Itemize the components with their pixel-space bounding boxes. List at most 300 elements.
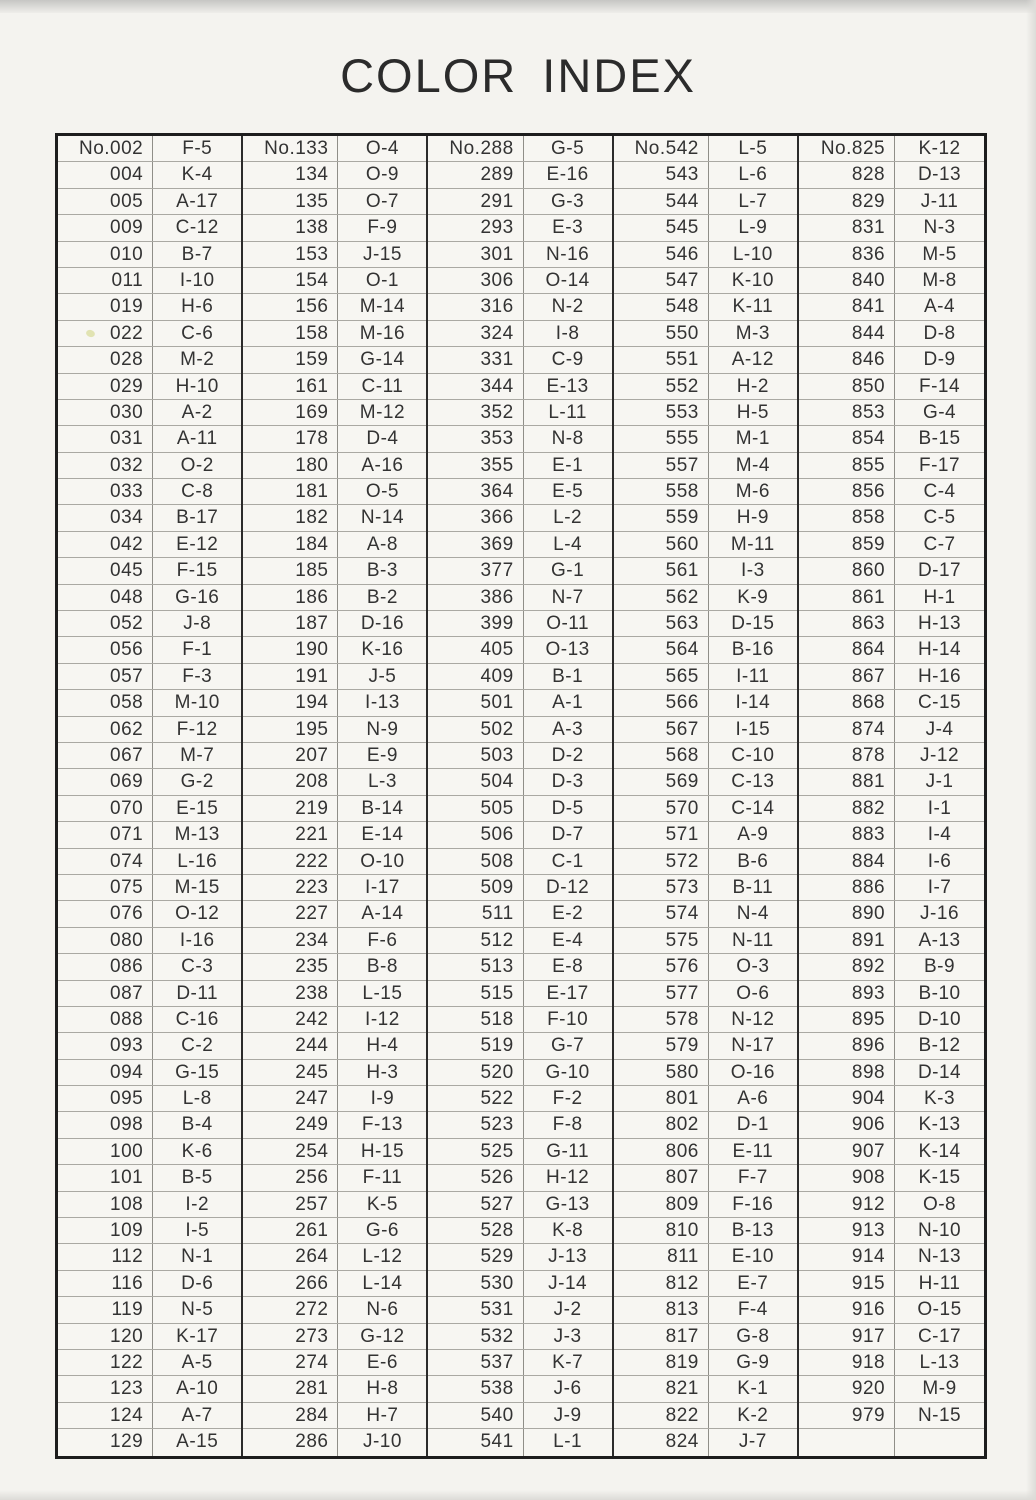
color-number-cell: 098 xyxy=(58,1112,153,1137)
color-number-cell: 264 xyxy=(243,1244,338,1269)
table-row xyxy=(58,189,241,215)
table-row xyxy=(58,1244,241,1270)
color-number-cell: 840 xyxy=(799,268,895,293)
color-code-cell: L-12 xyxy=(362,1246,403,1268)
color-code-cell: M-16 xyxy=(359,322,406,344)
color-number-cell: 249 xyxy=(243,1112,338,1137)
table-row xyxy=(428,664,611,690)
color-code-cell: C-14 xyxy=(731,797,775,819)
table-row xyxy=(428,1086,611,1112)
color-number-cell: 159 xyxy=(243,347,338,372)
color-number-cell: 809 xyxy=(614,1192,709,1217)
table-row xyxy=(799,690,984,716)
color-code-cell: J-11 xyxy=(920,190,959,212)
table-row xyxy=(428,1060,611,1086)
color-number-cell: 034 xyxy=(58,505,153,530)
color-code-cell: M-5 xyxy=(922,243,957,265)
color-number-cell: 266 xyxy=(243,1271,338,1296)
table-row xyxy=(243,637,426,663)
table-row xyxy=(58,1086,241,1112)
table-row xyxy=(799,426,984,452)
color-code-cell: N-7 xyxy=(551,586,584,608)
color-number-cell: 541 xyxy=(428,1429,523,1455)
color-code-cell: F-15 xyxy=(176,560,218,582)
table-row xyxy=(58,426,241,452)
table-row xyxy=(799,611,984,637)
color-number-cell: 547 xyxy=(614,268,709,293)
color-code-cell: C-7 xyxy=(923,533,956,555)
color-number-cell: 543 xyxy=(614,162,709,187)
color-number-cell: 095 xyxy=(58,1086,153,1111)
color-code-cell: L-8 xyxy=(182,1088,212,1110)
color-code-cell: J-3 xyxy=(553,1325,582,1347)
color-code-cell: L-2 xyxy=(553,507,583,529)
table-row xyxy=(428,1112,611,1138)
color-number-cell: 156 xyxy=(243,294,338,319)
table-row xyxy=(614,426,797,452)
table-row xyxy=(243,796,426,822)
table-row xyxy=(428,743,611,769)
table-row xyxy=(614,1324,797,1350)
color-code-cell: O-10 xyxy=(360,850,405,872)
table-row xyxy=(428,294,611,320)
color-number-cell: 537 xyxy=(428,1350,523,1375)
color-number-cell: 545 xyxy=(614,215,709,240)
color-code-cell: L-15 xyxy=(362,982,403,1004)
color-number-cell: 854 xyxy=(799,426,895,451)
color-code-cell: C-5 xyxy=(923,507,956,529)
color-code-cell: G-13 xyxy=(545,1193,590,1215)
table-row xyxy=(614,664,797,690)
table-row xyxy=(799,1218,984,1244)
color-code-cell: K-14 xyxy=(918,1140,961,1162)
scan-edge-top xyxy=(0,0,1036,13)
color-number-cell: 918 xyxy=(799,1350,895,1375)
color-code-cell: H-7 xyxy=(366,1404,399,1426)
color-code-cell: K-8 xyxy=(552,1220,584,1242)
table-row xyxy=(799,1033,984,1059)
color-code-cell: M-12 xyxy=(359,401,406,423)
color-code-cell: D-6 xyxy=(181,1272,214,1294)
table-row xyxy=(243,1297,426,1323)
table-row xyxy=(614,215,797,241)
color-number-cell: 979 xyxy=(799,1403,895,1428)
color-code-cell: N-13 xyxy=(917,1246,962,1268)
table-row xyxy=(614,162,797,188)
color-code-cell: I-8 xyxy=(555,322,580,344)
color-number-cell: 570 xyxy=(614,796,709,821)
table-row xyxy=(243,769,426,795)
color-code-cell: J-7 xyxy=(738,1431,767,1453)
color-number-cell: 011 xyxy=(58,268,153,293)
color-code-cell: H-11 xyxy=(918,1272,961,1294)
color-number-cell: 548 xyxy=(614,294,709,319)
table-row xyxy=(614,453,797,479)
table-row xyxy=(58,849,241,875)
table-row xyxy=(799,769,984,795)
color-code-cell: F-10 xyxy=(547,1008,589,1030)
color-number-cell: 553 xyxy=(614,400,709,425)
color-code-cell: E-3 xyxy=(552,217,584,239)
table-row xyxy=(428,1324,611,1350)
color-number-cell: 855 xyxy=(799,453,895,478)
color-code-cell: G-1 xyxy=(551,560,585,582)
table-row xyxy=(243,664,426,690)
color-code-cell: D-15 xyxy=(731,613,775,635)
color-code-cell: L-5 xyxy=(738,138,768,159)
table-row xyxy=(58,743,241,769)
color-code-cell: O-16 xyxy=(730,1061,775,1083)
table-row xyxy=(428,717,611,743)
color-code-cell: D-11 xyxy=(176,982,219,1004)
color-number-cell: 878 xyxy=(799,743,895,768)
table-row xyxy=(58,875,241,901)
color-code-cell: H-5 xyxy=(736,401,769,423)
color-number-cell: 567 xyxy=(614,717,709,742)
table-row xyxy=(58,796,241,822)
table-row xyxy=(614,400,797,426)
table-row xyxy=(243,849,426,875)
color-number-cell: 513 xyxy=(428,954,523,979)
color-number-cell: 056 xyxy=(58,637,153,662)
table-row xyxy=(58,1192,241,1218)
table-row xyxy=(799,875,984,901)
color-number-cell: 884 xyxy=(799,849,895,874)
color-number-cell: 908 xyxy=(799,1165,895,1190)
table-row xyxy=(799,479,984,505)
color-number-cell: 509 xyxy=(428,875,523,900)
table-row xyxy=(428,981,611,1007)
color-number-cell: 184 xyxy=(243,532,338,557)
table-row xyxy=(428,1376,611,1402)
color-code-cell: A-6 xyxy=(737,1088,769,1110)
color-code-cell: N-6 xyxy=(366,1299,399,1321)
color-number-cell: 529 xyxy=(428,1244,523,1269)
index-column-group xyxy=(614,136,799,1456)
color-number-cell: 178 xyxy=(243,426,338,451)
color-number-cell: 907 xyxy=(799,1139,895,1164)
color-code-cell: N-5 xyxy=(181,1299,214,1321)
color-number-cell: 109 xyxy=(58,1218,153,1243)
color-number-cell: 522 xyxy=(428,1086,523,1111)
color-code-cell: L-11 xyxy=(548,401,587,423)
table-row xyxy=(428,585,611,611)
color-number-cell: 071 xyxy=(58,822,153,847)
color-code-cell: J-1 xyxy=(925,771,954,793)
color-code-cell: G-3 xyxy=(551,190,585,212)
color-code-cell: J-6 xyxy=(553,1378,582,1400)
table-row xyxy=(799,1350,984,1376)
color-number-cell: 281 xyxy=(243,1376,338,1401)
color-number-cell: 158 xyxy=(243,321,338,346)
table-row xyxy=(243,717,426,743)
color-number-cell: 075 xyxy=(58,875,153,900)
color-code-cell: B-17 xyxy=(176,507,219,529)
color-number-cell: 244 xyxy=(243,1033,338,1058)
table-row xyxy=(243,1218,426,1244)
table-row xyxy=(58,1403,241,1429)
table-row xyxy=(428,162,611,188)
color-code-cell: F-6 xyxy=(367,929,398,951)
color-code-cell: A-11 xyxy=(176,428,218,450)
table-row xyxy=(799,664,984,690)
table-row xyxy=(58,1324,241,1350)
color-number-cell: 557 xyxy=(614,453,709,478)
color-number-cell: 568 xyxy=(614,743,709,768)
table-row xyxy=(243,1244,426,1270)
color-code-cell: A-2 xyxy=(181,401,213,423)
table-row xyxy=(58,1112,241,1138)
table-row xyxy=(58,664,241,690)
color-number-cell: 811 xyxy=(614,1244,709,1269)
color-code-cell: D-8 xyxy=(923,322,956,344)
table-row xyxy=(428,901,611,927)
table-row xyxy=(614,347,797,373)
color-number-cell: 546 xyxy=(614,242,709,267)
table-row xyxy=(428,532,611,558)
table-row xyxy=(799,189,984,215)
table-row xyxy=(243,1086,426,1112)
color-number-cell: 550 xyxy=(614,321,709,346)
color-code-cell: F-11 xyxy=(362,1167,403,1189)
color-number-cell: 291 xyxy=(428,189,523,214)
color-number-cell: 505 xyxy=(428,796,523,821)
color-code-cell: I-16 xyxy=(179,929,215,951)
color-code-cell: O-3 xyxy=(736,956,770,978)
color-number-cell: 512 xyxy=(428,928,523,953)
color-code-cell: I-11 xyxy=(736,665,770,687)
color-code-cell: L-13 xyxy=(919,1351,960,1373)
table-row xyxy=(58,268,241,294)
color-index-table xyxy=(55,133,987,1459)
table-row xyxy=(428,321,611,347)
color-number-cell: 882 xyxy=(799,796,895,821)
color-number-cell: 134 xyxy=(243,162,338,187)
color-code-cell: K-6 xyxy=(181,1140,213,1162)
table-row xyxy=(799,1192,984,1218)
table-row xyxy=(799,215,984,241)
color-code-cell: E-7 xyxy=(737,1272,769,1294)
table-row xyxy=(58,1139,241,1165)
color-number-cell: 831 xyxy=(799,215,895,240)
table-row xyxy=(428,1403,611,1429)
color-code-cell: K-12 xyxy=(918,138,961,159)
table-row xyxy=(428,1192,611,1218)
color-code-cell: F-13 xyxy=(361,1114,403,1136)
color-number-cell: 518 xyxy=(428,1007,523,1032)
color-number-cell: 812 xyxy=(614,1271,709,1296)
table-row xyxy=(243,189,426,215)
table-row xyxy=(799,637,984,663)
color-number-cell: 538 xyxy=(428,1376,523,1401)
color-number-cell: 135 xyxy=(243,189,338,214)
color-code-cell: B-1 xyxy=(552,665,584,687)
color-code-cell: G-7 xyxy=(551,1035,585,1057)
color-number-cell: 033 xyxy=(58,479,153,504)
color-code-cell: H-14 xyxy=(917,639,962,661)
color-code-cell: L-14 xyxy=(362,1272,403,1294)
color-number-cell: 284 xyxy=(243,1403,338,1428)
table-row xyxy=(799,981,984,1007)
table-row xyxy=(428,796,611,822)
color-code-cell: E-16 xyxy=(546,164,589,186)
table-row xyxy=(614,1192,797,1218)
color-code-cell: G-12 xyxy=(360,1325,405,1347)
color-number-cell: 028 xyxy=(58,347,153,372)
color-code-cell: D-13 xyxy=(917,164,962,186)
table-row xyxy=(58,1297,241,1323)
color-number-cell: 355 xyxy=(428,453,523,478)
color-code-cell: G-4 xyxy=(922,401,957,423)
color-code-cell: A-14 xyxy=(361,903,404,925)
color-code-cell: I-9 xyxy=(370,1088,395,1110)
color-code-cell: A-12 xyxy=(731,349,774,371)
color-code-cell: N-1 xyxy=(181,1246,214,1268)
color-code-cell: C-4 xyxy=(923,481,956,503)
color-number-cell: 565 xyxy=(614,664,709,689)
color-code-cell: K-17 xyxy=(176,1325,219,1347)
color-number-cell: 306 xyxy=(428,268,523,293)
table-row xyxy=(428,215,611,241)
table-row xyxy=(614,189,797,215)
color-number-cell: 331 xyxy=(428,347,523,372)
color-number-cell: No.542 xyxy=(614,136,709,161)
table-row xyxy=(799,558,984,584)
table-row xyxy=(799,954,984,980)
table-row xyxy=(243,954,426,980)
color-number-cell: 062 xyxy=(58,717,153,742)
color-number-cell: No.133 xyxy=(243,136,338,161)
color-code-cell: G-16 xyxy=(175,586,220,608)
color-code-cell: O-8 xyxy=(922,1193,957,1215)
color-code-cell: A-10 xyxy=(176,1378,219,1400)
color-number-cell: 086 xyxy=(58,954,153,979)
table-row xyxy=(614,849,797,875)
color-code-cell: B-12 xyxy=(918,1035,961,1057)
table-row xyxy=(428,1218,611,1244)
table-row xyxy=(58,453,241,479)
color-code-cell: B-14 xyxy=(361,797,404,819)
color-number-cell: 801 xyxy=(614,1086,709,1111)
color-code-cell: I-1 xyxy=(927,797,952,819)
color-number-cell: 881 xyxy=(799,769,895,794)
color-code-cell: G-14 xyxy=(360,349,405,371)
color-number-cell: 070 xyxy=(58,796,153,821)
table-row xyxy=(614,1007,797,1033)
color-code-cell: A-4 xyxy=(924,296,956,318)
table-row xyxy=(799,1244,984,1270)
table-row xyxy=(799,1271,984,1297)
table-row xyxy=(58,532,241,558)
color-number-cell: 819 xyxy=(614,1350,709,1375)
color-code-cell: M-8 xyxy=(922,269,957,291)
color-code-cell: L-10 xyxy=(732,243,773,265)
color-number-cell: 562 xyxy=(614,585,709,610)
color-code-cell: O-13 xyxy=(545,639,590,661)
color-number-cell: 572 xyxy=(614,849,709,874)
color-number-cell: 274 xyxy=(243,1350,338,1375)
color-code-cell: E-4 xyxy=(552,929,584,951)
table-row xyxy=(428,374,611,400)
color-number-cell: 191 xyxy=(243,664,338,689)
table-row xyxy=(243,743,426,769)
table-row xyxy=(614,769,797,795)
color-code-cell: C-6 xyxy=(181,322,214,344)
table-row xyxy=(243,321,426,347)
color-number-cell: 892 xyxy=(799,954,895,979)
color-code-cell: H-10 xyxy=(175,375,219,397)
color-code-cell: G-9 xyxy=(736,1351,770,1373)
color-number-cell: 577 xyxy=(614,981,709,1006)
color-number-cell: 129 xyxy=(58,1429,153,1455)
color-number-cell: 890 xyxy=(799,901,895,926)
color-code-cell: C-12 xyxy=(175,217,219,239)
color-number-cell: 154 xyxy=(243,268,338,293)
table-row xyxy=(428,1271,611,1297)
color-number-cell: 316 xyxy=(428,294,523,319)
color-number-cell: 566 xyxy=(614,690,709,715)
table-row xyxy=(428,1007,611,1033)
table-row xyxy=(799,374,984,400)
color-number-cell: 161 xyxy=(243,374,338,399)
color-number-cell: 219 xyxy=(243,796,338,821)
color-number-cell: 181 xyxy=(243,479,338,504)
color-number-cell: 245 xyxy=(243,1060,338,1085)
color-number-cell: 578 xyxy=(614,1007,709,1032)
table-row xyxy=(428,453,611,479)
color-number-cell: 256 xyxy=(243,1165,338,1190)
color-number-cell: 094 xyxy=(58,1060,153,1085)
color-code-cell: H-15 xyxy=(360,1140,405,1162)
color-number-cell: 920 xyxy=(799,1376,895,1401)
table-row xyxy=(799,901,984,927)
table-row xyxy=(799,1376,984,1402)
color-number-cell: 120 xyxy=(58,1324,153,1349)
color-number-cell: 508 xyxy=(428,849,523,874)
color-code-cell: O-4 xyxy=(365,138,400,159)
color-number-cell: 182 xyxy=(243,505,338,530)
color-code-cell: O-12 xyxy=(175,903,220,925)
color-code-cell: D-1 xyxy=(736,1114,769,1136)
color-number-cell: 048 xyxy=(58,585,153,610)
color-number-cell: 893 xyxy=(799,981,895,1006)
table-row xyxy=(243,1271,426,1297)
table-row xyxy=(428,822,611,848)
color-number-cell: 802 xyxy=(614,1112,709,1137)
color-number-cell: 906 xyxy=(799,1112,895,1137)
color-code-cell: I-4 xyxy=(927,824,952,846)
color-number-cell: 254 xyxy=(243,1139,338,1164)
color-number-cell: 093 xyxy=(58,1033,153,1058)
table-row xyxy=(243,928,426,954)
color-number-cell: 324 xyxy=(428,321,523,346)
table-row xyxy=(243,136,426,162)
table-row xyxy=(243,400,426,426)
table-row xyxy=(428,1244,611,1270)
color-number-cell: 409 xyxy=(428,664,523,689)
table-row xyxy=(614,901,797,927)
color-code-cell: N-12 xyxy=(731,1008,775,1030)
color-code-cell: D-7 xyxy=(551,824,584,846)
color-code-cell: E-15 xyxy=(176,797,219,819)
table-row xyxy=(243,1112,426,1138)
table-row xyxy=(428,1297,611,1323)
color-code-cell: C-2 xyxy=(181,1035,214,1057)
table-row xyxy=(428,1165,611,1191)
table-row xyxy=(243,1403,426,1429)
table-row xyxy=(58,347,241,373)
table-row xyxy=(243,1192,426,1218)
